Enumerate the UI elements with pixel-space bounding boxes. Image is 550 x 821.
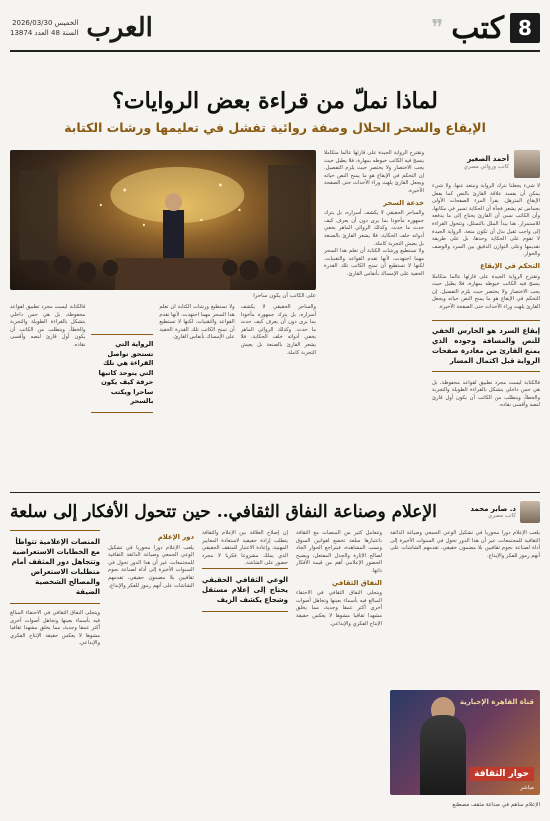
second-title: الإعلام وصناعة النفاق الثقافي.. حين تتحول الأفكار إلى سلعة	[10, 502, 437, 522]
second-body-4: إن إصلاح العلاقة بين الإعلام والثقافة يتطلب إرادة حقيقية لاستعادة المعايير المهنية، وإعادة الاعتبار للمثقف الحقيقي الذي يملك مشروعا فكريا لا مجرد حضور على الشاشة.	[202, 530, 288, 567]
newspaper-logo: العرب	[86, 13, 153, 43]
lead-body-mid-2: والساحر الحقيقي لا يكشف أسراره، بل يترك جمهوره مأخوذا بما يرى دون أن يعرف كيف حدث ما حدث. وكذلك الروائي الماهر يخفي أدواته خلف الحكاية، فلا يشعر القارئ بالصنعة بل يعيش التجربة كاملة.	[324, 210, 424, 247]
second-left-column	[10, 530, 100, 813]
lead-body-right-3: فالكتابة ليست مجرد تطبيق لقواعد محفوظة، بل هي حس داخلي يتشكل بالقراءة الطويلة والتجربة والخطأ، ويتطلب من الكاتب أن يكون أول قارئ لنصه وأقسى نقاده.	[432, 379, 540, 409]
magician-scene-graphic	[10, 150, 316, 290]
second-col-4	[108, 530, 194, 813]
tv-photo-caption: الإعلام ساهم في صناعة مثقف مصطنع	[452, 802, 540, 808]
second-body-right	[390, 530, 540, 686]
magician-illustration	[10, 150, 316, 290]
lead-body-mid-3: ولا تستطيع ورشات الكتابة أن تعلم هذا السحر مهما اجتهدت، لأنها تقدم القواعد والتقنيات، لكنها لا تستطيع أن تمنح الكاتب تلك القدرة الخفية على الإمساك بأنفاس القارئ.	[324, 248, 424, 277]
section-name: كتب	[451, 10, 504, 46]
lead-title: لماذا نملّ من قراءة بعض الروايات؟	[112, 88, 438, 114]
lead-text-col-a	[241, 304, 316, 479]
section-header	[431, 11, 540, 46]
second-right-column	[390, 530, 540, 813]
second-article	[10, 530, 540, 813]
lead-text-columns	[10, 304, 316, 479]
second-body-left	[10, 610, 100, 813]
lead-author	[432, 150, 540, 178]
author-name: أحمد الصغير	[467, 155, 509, 164]
lead-body-c: فالكتابة ليست مجرد تطبيق لقواعد محفوظة، بل هي حس داخلي يتشكل بالقراءة الطويلة والتجربة والخطأ، ويتطلب من الكاتب أن يكون أول قارئ لنصه وأقسى نقاده.	[10, 304, 86, 348]
second-col-3	[202, 530, 288, 813]
issue-info	[10, 18, 78, 38]
issue-number: السنة 48 العدد 13874	[10, 29, 79, 37]
second-col-2	[296, 530, 382, 813]
lead-body-b: ولا تستطيع ورشات الكتابة أن تعلم هذا السحر مهما اجتهدت، لأنها تقدم القواعد والتقنيات، لكنها لا تستطيع أن تمنح الكاتب تلك القدرة الخفية على الإمساك بأنفاس القارئ.	[159, 304, 235, 341]
second-subhead-1: النفاق الثقافي	[332, 578, 382, 587]
lead-text-col-b	[159, 304, 234, 479]
lead-text-col-c	[10, 304, 85, 479]
lead-mid-column	[324, 150, 424, 480]
lead-body-a: والساحر الحقيقي لا يكشف أسراره، بل يترك جمهوره مأخوذا بما يرى دون أن يعرف كيف حدث ما حدث. وكذلك الروائي الماهر يخفي أدواته خلف الحكاية، فلا يشعر القارئ بالصنعة بل يعيش التجربة كاملة.	[240, 304, 316, 356]
tv-program-badge: حوار الثقافة	[469, 767, 534, 781]
second-author	[470, 501, 540, 523]
second-body-6: ويتجلى النفاق الثقافي في الاحتفاء المبالغ فيه بأسماء بعينها وتجاهل أصوات أخرى أكثر عمقا وجدية، مما يخلق مشهدا ثقافيا مشوها لا يعكس حقيقة الإنتاج الفكري والإبداعي.	[10, 610, 100, 647]
second-boxed-quote-2: المنصات الإعلامية تتواطأ مع الخطابات الاستعراضية وتتجاهل دور المثقف أمام متطلبات الاستعراض والمصالح الشخصية الضيقة	[10, 530, 100, 604]
brand-block	[10, 13, 153, 43]
tv-person-body	[420, 715, 466, 795]
second-body-3: ويتجلى النفاق الثقافي في الاحتفاء المبالغ فيه بأسماء بعينها وتجاهل أصوات أخرى أكثر عمقا وجدية، مما يخلق مشهدا ثقافيا مشوها لا يعكس حقيقة الإنتاج الفكري والإبداعي.	[296, 590, 382, 627]
lead-subhead-1: التحكم في الإيقاع	[480, 261, 540, 270]
second-author-name: د. صابر محمد	[470, 505, 516, 513]
lead-body-right: لا شيء يجعلنا نترك الرواية ونبتعد عنها، ولا شيء يمكن أن يفسد علاقة القارئ بالنص كما يفعل الإيقاع المترهل. يقرأ المرء الصفحات الأولى بحماس ثم يشعر فجأة أن الحكاية تسير في مكانها، وأن الكاتب نسي أن القارئ يحتاج إلى ما يدفعه للاستمرار. هنا يبدأ الملل بالتسلل، وتتحول القراءة إلى واجب ثقيل بدل أن تكون متعة. الرواية الجيدة لا تقوم على الحكاية وحدها، بل على طريقة تقديمها وعلى التوازن الدقيق بين السرد والوصف والحوار.	[432, 183, 540, 258]
masthead	[10, 6, 540, 52]
tv-live-label: مباشر	[520, 785, 534, 791]
lead-body-mid: وتقترح الرواية الجيدة على قارئها عالما متكاملا ينسج فيه الكاتب خيوطه بمهارة، فلا يطيل حيث يجب الاختصار ولا يختصر حيث يلزم التفصيل. إن التحكم في الإيقاع هو ما يمنح النص حياته ويجعل القارئ يلهث وراء الأحداث حتى الصفحة الأخيرة.	[324, 150, 424, 194]
lead-boxed-quote: الرواية التي تستحق تواصل القراءة هي تلك التي يتوحد كاتبها حرفة كيف يكون ساحرا ويكتب بالسحر	[91, 334, 153, 413]
second-body-2: وتتعامل كثير من المنصات مع الثقافة باعتبارها سلعة تخضع لقوانين السوق ونسب المشاهدة، فيتراجع الحوار الجاد لصالح الإثارة والجدل المفتعل، ويصبح الحضور الإعلامي أهم من قيمة الأفكار ذاتها.	[296, 530, 382, 574]
second-author-photo	[520, 501, 540, 523]
author-role: كاتب وروائي مصري	[463, 164, 509, 170]
tv-interview-photo	[390, 690, 540, 795]
lead-subhead-2: خدعة السحر	[383, 198, 424, 207]
second-body-5: يلعب الإعلام دورا محوريا في تشكيل الوعي الجمعي وصياغة الذائقة الثقافية للمجتمعات، غير أن هذا الدور تحول في السنوات الأخيرة إلى أداة لصناعة نجوم ثقافيين بلا مضمون حقيقي، تقدمهم الشاشات على أنهم رموز للفكر والإبداع.	[108, 544, 194, 589]
lead-body-right-2: وتقترح الرواية الجيدة على قارئها عالما متكاملا ينسج فيه الكاتب خيوطه بمهارة، فلا يطيل حيث يجب الاختصار ولا يختصر حيث يلزم التفصيل. إن التحكم في الإيقاع هو ما يمنح النص حياته ويجعل القارئ يلهث وراء الأحداث حتى الصفحة الأخيرة.	[432, 273, 540, 310]
illustration-caption: على الكاتب أن يكون ساحرا	[253, 293, 316, 299]
second-boxed-quote-1: الوعي الثقافي الحقيقي يحتاج إلى إعلام مستقل وشجاع يكشف الزيف	[202, 568, 288, 612]
second-subhead-2: دور الإعلام	[157, 533, 194, 541]
lead-main-column	[10, 150, 316, 480]
second-body-1: يلعب الإعلام دورا محوريا في تشكيل الوعي الجمعي وصياغة الذائقة الثقافية للمجتمعات، غير أن هذا الدور تحول في السنوات الأخيرة إلى أداة لصناعة نجوم ثقافيين بلا مضمون حقيقي، تقدمهم الشاشات على أنهم رموز للفكر والإبداع.	[390, 530, 540, 559]
lead-article	[10, 150, 540, 480]
second-author-role: كاتب مصري	[487, 513, 516, 519]
lead-pull-quote: إيقاع السرد هو الحارس الخفي للنص والمسافة وجوده الذي يمنع القارئ من مغادرة صفحات الرواية قبل اكتمال المسار	[432, 320, 540, 372]
author-photo	[514, 150, 540, 178]
second-headline	[10, 492, 540, 523]
quote-mark-icon: ❞	[431, 15, 444, 41]
tv-channel-name: قناة القاهرة الإخبارية	[459, 698, 534, 706]
lead-headline	[10, 88, 540, 135]
page-number: 8	[510, 13, 540, 43]
lead-subtitle: الإيقاع والسحر الحلال وصفة روائية تفشل في تعليمها ورشات الكتابة	[64, 120, 486, 135]
lead-right-column	[432, 150, 540, 480]
issue-date: الخميس 2026/03/30	[12, 19, 79, 27]
